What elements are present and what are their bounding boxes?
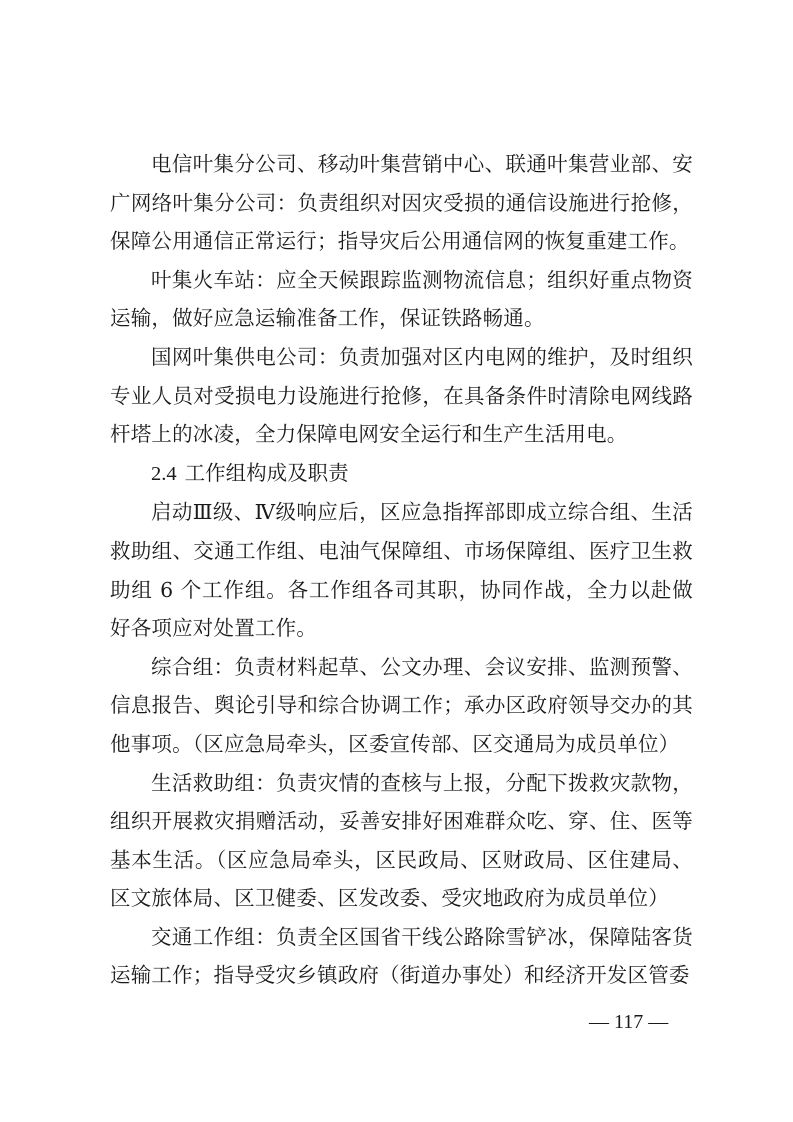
paragraph-power-supply: 国网叶集供电公司：负责加强对区内电网的维护，及时组织专业人员对受损电力设施进行抢修，在具备条件时清除电网线路杆塔上的冰凌，全力保障电网安全运行和生产生活用电。 [110,344,693,447]
paragraph-relief-group: 生活救助组：负责灾情的查核与上报，分配下拨救灾款物，组织开展救灾捐赠活动，妥善安排好困难群众吃、穿、住、医等基本生活。（区应急局牵头，区民政局、区财政局、区住建局、区文旅体局、区卫健委、区发改委、受灾地政府为成员单位） [110,770,693,911]
section-heading [110,454,693,494]
paragraph-transport-group: 交通工作组：负责全区国省干线公路除雪铲冰，保障陆客货运输工作；指导受灾乡镇政府（街道办事处）和经济开发区管委 [110,924,693,988]
paragraph-response-groups: 启动Ⅲ级、Ⅳ级响应后，区应急指挥部即成立综合组、生活救助组、交通工作组、电油气保障组、市场保障组、医疗卫生救助组 6 个工作组。各工作组各司其职，协同作战，全力以赴做好各项应对处置工作。 [110,500,693,641]
paragraph-railway-station: 叶集火车站：应全天候跟踪监测物流信息；组织好重点物资运输，做好应急运输准备工作，保证铁路畅通。 [110,267,693,331]
body-text [110,145,693,995]
section-number: 2.4 [151,462,177,485]
section-title: 工作组构成及职责 [184,460,349,485]
paragraph-telecom: 电信叶集分公司、移动叶集营销中心、联通叶集营业部、安广网络叶集分公司：负责组织对因灾受损的通信设施进行抢修，保障公用通信正常运行；指导灾后公用通信网的恢复重建工作。 [110,152,693,254]
paragraph-general-group: 综合组：负责材料起草、公文办理、会议安排、监测预警、信息报告、舆论引导和综合协调工作；承办区政府领导交办的其他事项。（区应急局牵头，区委宣传部、区交通局为成员单位） [110,654,693,756]
page-number: — 117 — [589,1011,669,1033]
